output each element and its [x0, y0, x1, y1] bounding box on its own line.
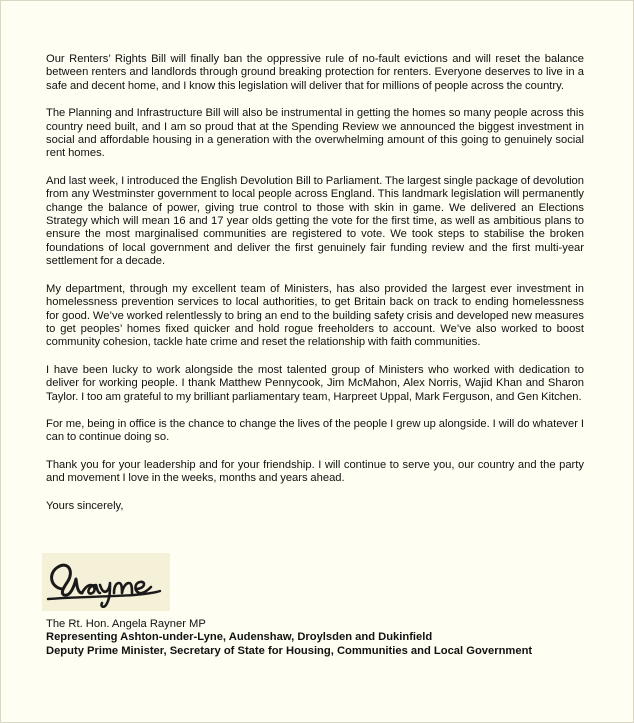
paragraph-devolution: And last week, I introduced the English Devolution Bill to Parliament. The largest single package of devolution from any Westminster government to local people across England. This landmark legislation will permanently change the balance of power, giving true control to those with skin in game. We delivered an Elections Strategy which will mean 16 and 17 year olds getting the vote for the first time, as well as ambitious plans to ensure the most marginalised communities are registered to vote. We took steps to stabilise the broken foundations of local government and deliver the first genuinely fair funding review and the first multi-year settlement for a decade. — [46, 174, 584, 268]
closing-salutation: Yours sincerely, — [46, 499, 124, 512]
paragraph-planning: The Planning and Infrastructure Bill will also be instrumental in getting the homes so many people across this country need built, and I am so proud that at the Spending Review we announced the biggest investment in social and affordable housing in a generation with the overwhelming amount of this going to genuinely social rent homes. — [46, 107, 584, 160]
paragraph-homelessness: My department, through my excellent team of Ministers, has also provided the largest ever investment in homelessness prevention services to local authorities, to get Britain back on track to ending homelessness for good. We’ve worked relentlessly to bring an end to the building safety crisis and developed new measures to get peoples’ homes fixed quicker and hold rogue freeholders to account. We’ve also worked to boost community cohesion, tackle hate crime and reset the relationship with faith communities. — [46, 282, 584, 349]
paragraph-thanks: Thank you for your leadership and for your friendship. I will continue to serve you, our country and the party and movement I love in the weeks, months and years ahead. — [46, 458, 584, 485]
signatory-block — [46, 618, 606, 658]
letter-body — [46, 53, 584, 527]
paragraph-office: For me, being in office is the chance to change the lives of the people I grew up alongside. I will do whatever I can to continue doing so. — [46, 417, 584, 444]
signatory-name: The Rt. Hon. Angela Rayner MP — [46, 618, 206, 630]
paragraph-ministers: I have been lucky to work alongside the most talented group of Ministers who worked with dedication to deliver for working people. I thank Matthew Pennycook, Jim McMahon, Alex Norris, Wajid Khan and Sharon Taylor. I too am grateful to my brilliant parliamentary team, Harpreet Uppal, Mark Ferguson, and Gen Kitchen. — [46, 363, 584, 403]
signature-icon — [42, 553, 170, 611]
signatory-position: Deputy Prime Minister, Secretary of State for Housing, Communities and Local Government — [46, 644, 533, 657]
paragraph-renters-rights: Our Renters’ Rights Bill will finally ban the oppressive rule of no-fault evictions and will reset the balance between renters and landlords through ground breaking protection for renters. Everyone deserves to live in a safe and decent home, and I know this legislation will deliver that for millions of people across the country. — [46, 53, 584, 92]
signature-image — [42, 553, 170, 611]
signatory-constituency: Representing Ashton-under-Lyne, Audenshaw, Droylsden and Dukinfield — [46, 631, 433, 644]
